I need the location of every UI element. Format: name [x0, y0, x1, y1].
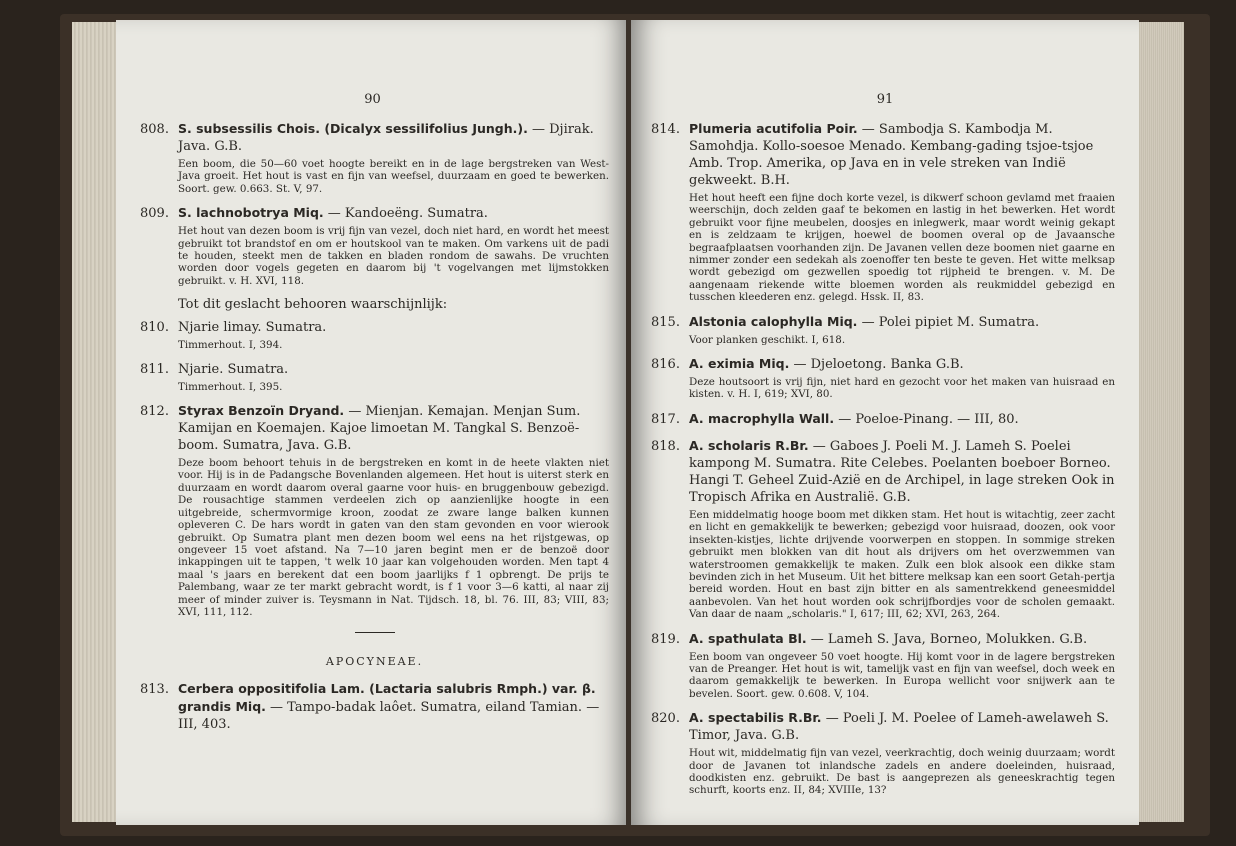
page-edges-right: [1136, 22, 1184, 822]
vernacular-names: — Gaboes J. Poeli M. J. Lameh S. Poelei kampong M. Sumatra. Rite Celebes. Poelanten boeboer Borneo. Hangi T. Geheel Zuid-Azië en de Archipel, in lage streken Ook in Tropisch Afrika en Australië. G.B.: [689, 438, 1115, 505]
entry-heading: [140, 402, 609, 454]
vernacular-names: Njarie limay. Sumatra.: [178, 320, 327, 336]
entry-heading: [651, 313, 1115, 331]
entry-heading: [140, 120, 609, 155]
vernacular-names: — Kandoeëng. Sumatra.: [327, 206, 488, 222]
entry: [140, 361, 609, 393]
species-name: S. lachnobotrya Miq.: [178, 205, 324, 221]
right-page-content: [651, 120, 1115, 806]
entry-number: 814.: [651, 122, 680, 137]
entry-number: 811.: [140, 361, 169, 377]
entry: [140, 402, 609, 618]
vernacular-names: — Mienjan. Kemajan. Menjan Sum. Kamijan en Koemajen. Kajoe limoetan M. Tangkal S. Benzoë-boom. Sumatra, Java. G.B.: [178, 404, 581, 454]
entry: [140, 120, 609, 195]
entry: [651, 437, 1115, 621]
species-name: A. scholaris R.Br.: [689, 437, 809, 453]
entry-number: 812.: [140, 404, 169, 420]
entry-description: Een boom van ongeveer 50 voet hoogte. Hij komt voor in de lagere bergstreken van de Preanger. Het hout is wit, tamelijk vast en fijn van weefsel, doch week en daarom gemakkelijk te bewerken. In Europa wellicht voor snijwerk aan te bevelen. Soort. gew. 0.608. V, 104.: [689, 650, 1115, 700]
entry: [651, 630, 1115, 701]
entry-heading: [651, 437, 1115, 506]
entry-number: 813.: [140, 682, 169, 698]
entry-heading: [140, 680, 609, 733]
section-divider: [355, 632, 395, 633]
entry-heading: [651, 709, 1115, 744]
vernacular-names: — Lameh S. Java, Borneo, Molukken. G.B.: [810, 631, 1088, 647]
entry: [140, 319, 609, 351]
entry-number: 816.: [651, 357, 680, 373]
entry-description: Een middelmatig hooge boom met dikken stam. Het hout is witachtig, zeer zacht en licht en gemakkelijk te bewerken; gebezigd voor huisraad, doozen, ook voor insekten-kistjes, lichte drijvende voorwerpen en stoppen. In sommige streken gebruikt men blokken van dit hout als drijvers om het overzwemmen van waterstroomen gemakkelijk te maken. Zulk een blok alsook een dikke stam bevinden zich in het Museum. Uit het bittere melksap kan een soort Getah-pertja bereid worden. Hout en bast zijn bitter en als samentrekkend geneesmiddel aanbevolen. Van het hout worden ook schrijfbordjes voor de scholen gemaakt. Van daar de naam „scholaris." I, 617; III, 62; XVI, 263, 264.: [689, 508, 1115, 621]
species-name: A. eximia Miq.: [689, 356, 790, 372]
page-number: 91: [876, 92, 894, 107]
entry-number: 820.: [651, 711, 680, 727]
entry: [651, 120, 1115, 304]
entry-description: Voor planken geschikt. I, 618.: [689, 333, 846, 346]
entry-number: 809.: [140, 206, 169, 222]
species-name: A. spathulata Bl.: [689, 630, 807, 646]
entry-description: Het hout heeft een fijne doch korte vezel, is dikwerf schoon gevlamd met fraaien weerschijn, doch zelden gaaf te bekomen en lastig in het bewerken. Het wordt gebruikt voor fijne meubelen, doosjes en inlegwerk, maar wordt weinig gekapt en is zeldzaam te krijgen, hoewel de boomen overal op de Javaansche begraafplaatsen voorhanden zijn. De Javanen vellen deze boomen niet gaarne en nimmer zonder een sedekah als zoenoffer ten beste te geven. Het witte melksap wordt gebezigd om gezwellen spoedig tot rijpheid te brengen. v. M. De aangenaam riekende witte bloemen worden als reukmiddel gebezigd en tusschen kleederen enz. gelegd. Hssk. II, 83.: [689, 192, 1115, 304]
left-page: [116, 20, 629, 825]
page-edges-left: [72, 22, 118, 822]
entry-heading: [651, 410, 1115, 428]
entry: [140, 204, 609, 287]
entry-description: Een boom, die 50—60 voet hoogte bereikt en in de lage bergstreken van West-Java groeit. Het hout is vast en fijn van weefsel, duurzaam en goed te bewerken. Soort. gew. 0.663. St. V, 97.: [178, 158, 609, 195]
left-page-content: [140, 120, 609, 742]
entry-description: Deze houtsoort is vrij fijn, niet hard en gezocht voor het maken van huisraad en kisten. v. H. I, 619; XVI, 80.: [689, 376, 1115, 401]
entry-heading: [140, 361, 609, 378]
species-name: Cerbera oppositifolia Lam. (Lactaria salubris Rmph.) var. β. grandis Miq.: [178, 681, 596, 715]
entry-description: Het hout van dezen boom is vrij fijn van vezel, doch niet hard, en wordt het meest gebruikt tot brandstof en om er houtskool van te maken. Om varkens uit de padi te houden, steekt men de takken en bladen rondom de sawahs. De vruchten worden door vogels gegeten en daarom bij 't vogelvangen met lijmstokken gebruikt. v. H. XVI, 118.: [178, 225, 609, 287]
entry: [651, 410, 1115, 428]
entry: [140, 680, 609, 733]
entry: [651, 709, 1115, 797]
vernacular-names: — Polei pipiet M. Sumatra.: [861, 314, 1040, 330]
intro-line: Tot dit geslacht behooren waarschijnlijk:: [178, 297, 448, 313]
entry-heading: [651, 630, 1115, 648]
species-name: S. subsessilis Chois. (Dicalyx sessilifolius Jungh.).: [178, 121, 528, 136]
page-number: 90: [364, 92, 381, 107]
species-name: Plumeria acutifolia Poir.: [689, 121, 858, 136]
right-page: [631, 20, 1139, 825]
entry-heading: [140, 204, 609, 222]
vernacular-names: — Sambodja S. Kambodja M. Samohdja. Kollo-soesoe Menado. Kembang-gading tsjoe-tsjoe Amb. Trop. Amerika, op Java en in vele streken van Indië gekweekt. B.H.: [689, 122, 1094, 188]
vernacular-names: — Djeloetong. Banka G.B.: [793, 357, 964, 373]
entry: [651, 313, 1115, 346]
species-name: Styrax Benzoïn Dryand.: [178, 403, 345, 419]
vernacular-names: — Poeli J. M. Poelee of Lameh-awelaweh S. Timor, Java. G.B.: [689, 711, 1109, 744]
family-heading: APOCYNEAE.: [325, 655, 424, 669]
vernacular-names: — Djirak. Java. G.B.: [178, 122, 594, 154]
entry-number: 808.: [140, 122, 169, 137]
entry-number: 818.: [651, 438, 680, 454]
entry-description: Deze boom behoort tehuis in de bergstreken en komt in de heete vlakten niet voor. Hij is in de Padangsche Bovenlanden algemeen. Het hout is uiterst sterk en duurzaam en wordt daarom overal gaarne voor huis- en bruggenbouw gebezigd. De rousachtige stammen verdeelen zich op aanzienlijke hoogte in een uitgebreide, schermvormige kroon, zoodat ze zware lange balken kunnen opleveren C. De hars wordt in gaten van den stam gevonden en voor wierook gebruikt. Op Sumatra plant men dezen boom wel eens na het rijstgewas, op ongeveer 15 voet afstand. Na 7—10 jaren begint men er de benzoë door inkappingen uit te tappen, 't welk 10 jaar kan volgehouden worden. Men tapt 4 maal 's jaars en berekent dat een boom jaarlijks f 1 opbrengt. De prijs te Palembang, waar ze ter markt gebracht wordt, is f 1 voor 3—6 katti, al naar zij meer of minder zuiver is. Teysmann in Nat. Tijdsch. 18, bl. 76. III, 83; VIII, 83; XVI, 111, 112.: [178, 457, 609, 618]
entry-description: Timmerhout. I, 394.: [178, 339, 283, 352]
entry: [651, 355, 1115, 401]
entry-number: 819.: [651, 631, 680, 647]
species-name: A. spectabilis R.Br.: [689, 710, 822, 726]
vernacular-names: Njarie. Sumatra.: [178, 361, 289, 377]
vernacular-names: — Tampo-badak laôet. Sumatra, eiland Tamian. — III, 403.: [178, 700, 600, 733]
species-name: A. macrophylla Wall.: [689, 410, 835, 426]
species-name: Alstonia calophylla Miq.: [689, 313, 858, 329]
entry-number: 810.: [140, 320, 169, 336]
entry-number: 817.: [651, 411, 680, 427]
entry-heading: [140, 319, 609, 336]
entry-heading: [651, 120, 1115, 189]
entry-heading: [651, 355, 1115, 373]
entry-description: Timmerhout. I, 395.: [178, 380, 283, 393]
vernacular-names: — Poeloe-Pinang. — III, 80.: [838, 411, 1019, 427]
entry-description: Hout wit, middelmatig fijn van vezel, veerkrachtig, doch weinig duurzaam; wordt door de Javanen tot inlandsche zadels en andere doeleinden, huisraad, doodkisten enz. gebruikt. De bast is aangeprezen als geneeskrachtig tegen schurft, koorts enz. II, 84; XVIIIe, 13?: [689, 747, 1115, 797]
entry-number: 815.: [651, 314, 680, 330]
